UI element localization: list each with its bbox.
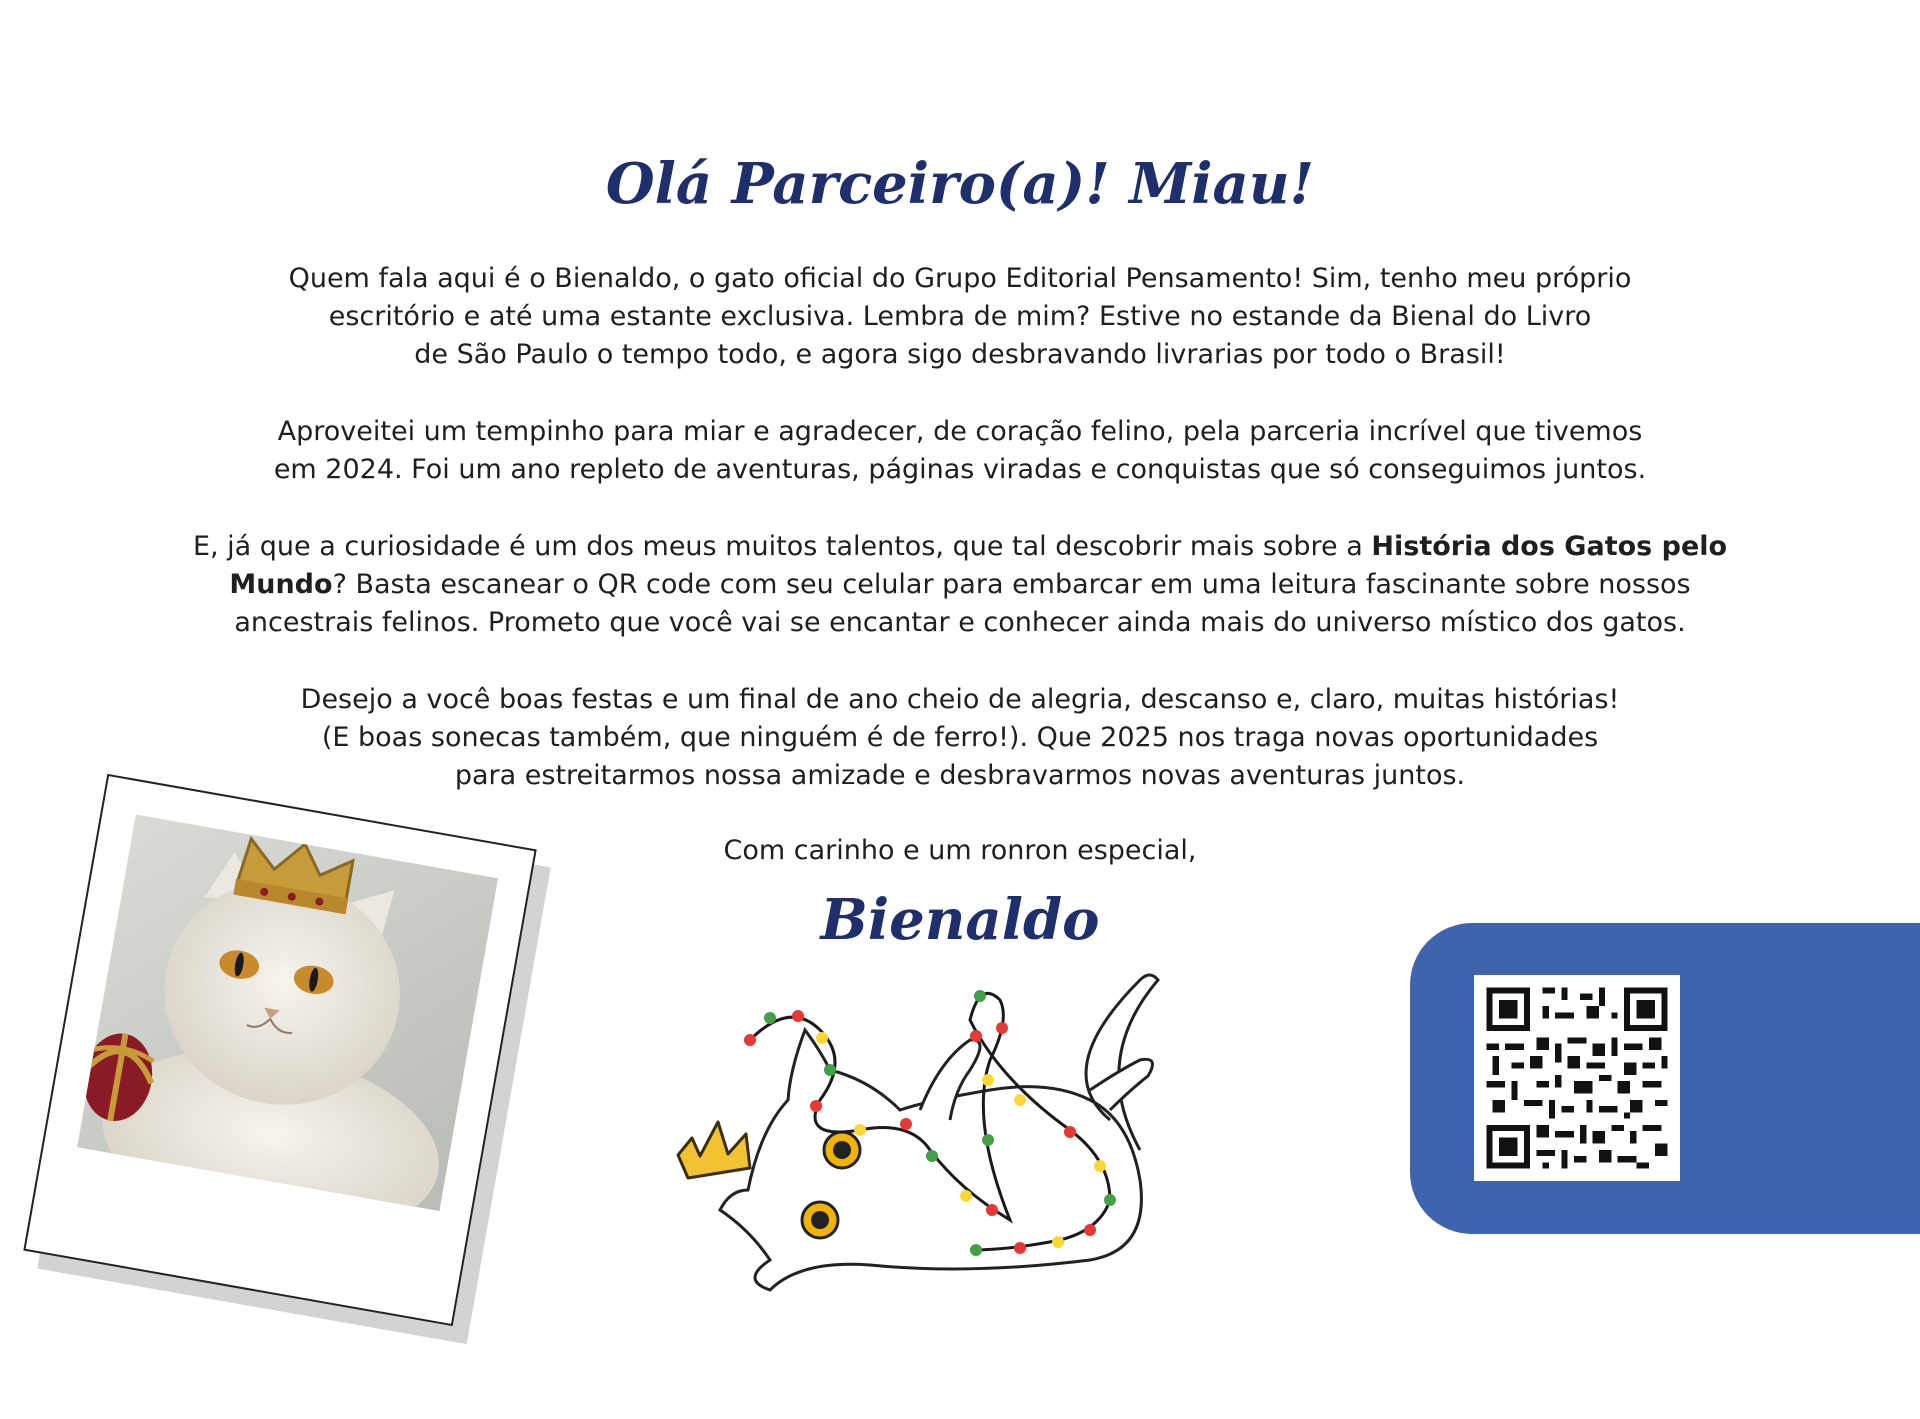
paragraph-line: escritório e até uma estante exclusiva. Lembra de mim? Estive no estande da Bienal do Livro <box>328 301 1592 332</box>
cartoon-cat-with-crown-and-lights-icon <box>670 960 1240 1300</box>
paragraph-wishes <box>150 681 1770 795</box>
letter-title: Olá Parceiro(a)! Miau! <box>605 151 1315 217</box>
paragraph-line: Aproveitei um tempinho para miar e agradecer, de coração felino, pela parceria incrível que tivemos <box>277 416 1643 447</box>
qr-code-graphic <box>1474 975 1680 1181</box>
qr-code-icon[interactable] <box>1474 975 1680 1181</box>
paragraph-line <box>150 566 1770 604</box>
paragraph-line: ancestrais felinos. Prometo que você vai se encantar e conhecer ainda mais do universo místico dos gatos. <box>234 607 1686 638</box>
signature: Bienaldo <box>820 887 1100 953</box>
closing-line: Com carinho e um ronron especial, <box>723 835 1197 866</box>
cat-mascot-photo <box>77 814 498 1211</box>
book-title-highlight: História dos Gatos pelo <box>1371 531 1728 562</box>
paragraph-line: em 2024. Foi um ano repleto de aventuras, páginas viradas e conquistas que só conseguimos juntos. <box>273 454 1647 485</box>
paragraph-introduction <box>150 260 1770 374</box>
paragraph-line: para estreitarmos nossa amizade e desbravarmos novas aventuras juntos. <box>454 760 1466 791</box>
paragraph-line: Quem fala aqui é o Bienaldo, o gato oficial do Grupo Editorial Pensamento! Sim, tenho meu próprio <box>288 263 1632 294</box>
paragraph-line <box>150 528 1770 566</box>
paragraph-qr-invite <box>150 528 1770 642</box>
paragraph-line: (E boas sonecas também, que ninguém é de ferro!). Que 2025 nos traga novas oportunidades <box>321 722 1599 753</box>
book-title-highlight: Mundo <box>229 569 333 600</box>
polaroid-frame <box>23 774 536 1326</box>
paragraph-text: ? Basta escanear o QR code com seu celular para embarcar em uma leitura fascinante sobre nossos <box>332 569 1691 600</box>
paragraph-line: Desejo a você boas festas e um final de ano cheio de alegria, descanso e, claro, muitas histórias! <box>300 684 1620 715</box>
paragraph-line: de São Paulo o tempo todo, e agora sigo desbravando livrarias por todo o Brasil! <box>414 339 1506 370</box>
paragraph-thanks <box>150 413 1770 489</box>
paragraph-text: E, já que a curiosidade é um dos meus muitos talentos, que tal descobrir mais sobre a <box>192 531 1372 562</box>
